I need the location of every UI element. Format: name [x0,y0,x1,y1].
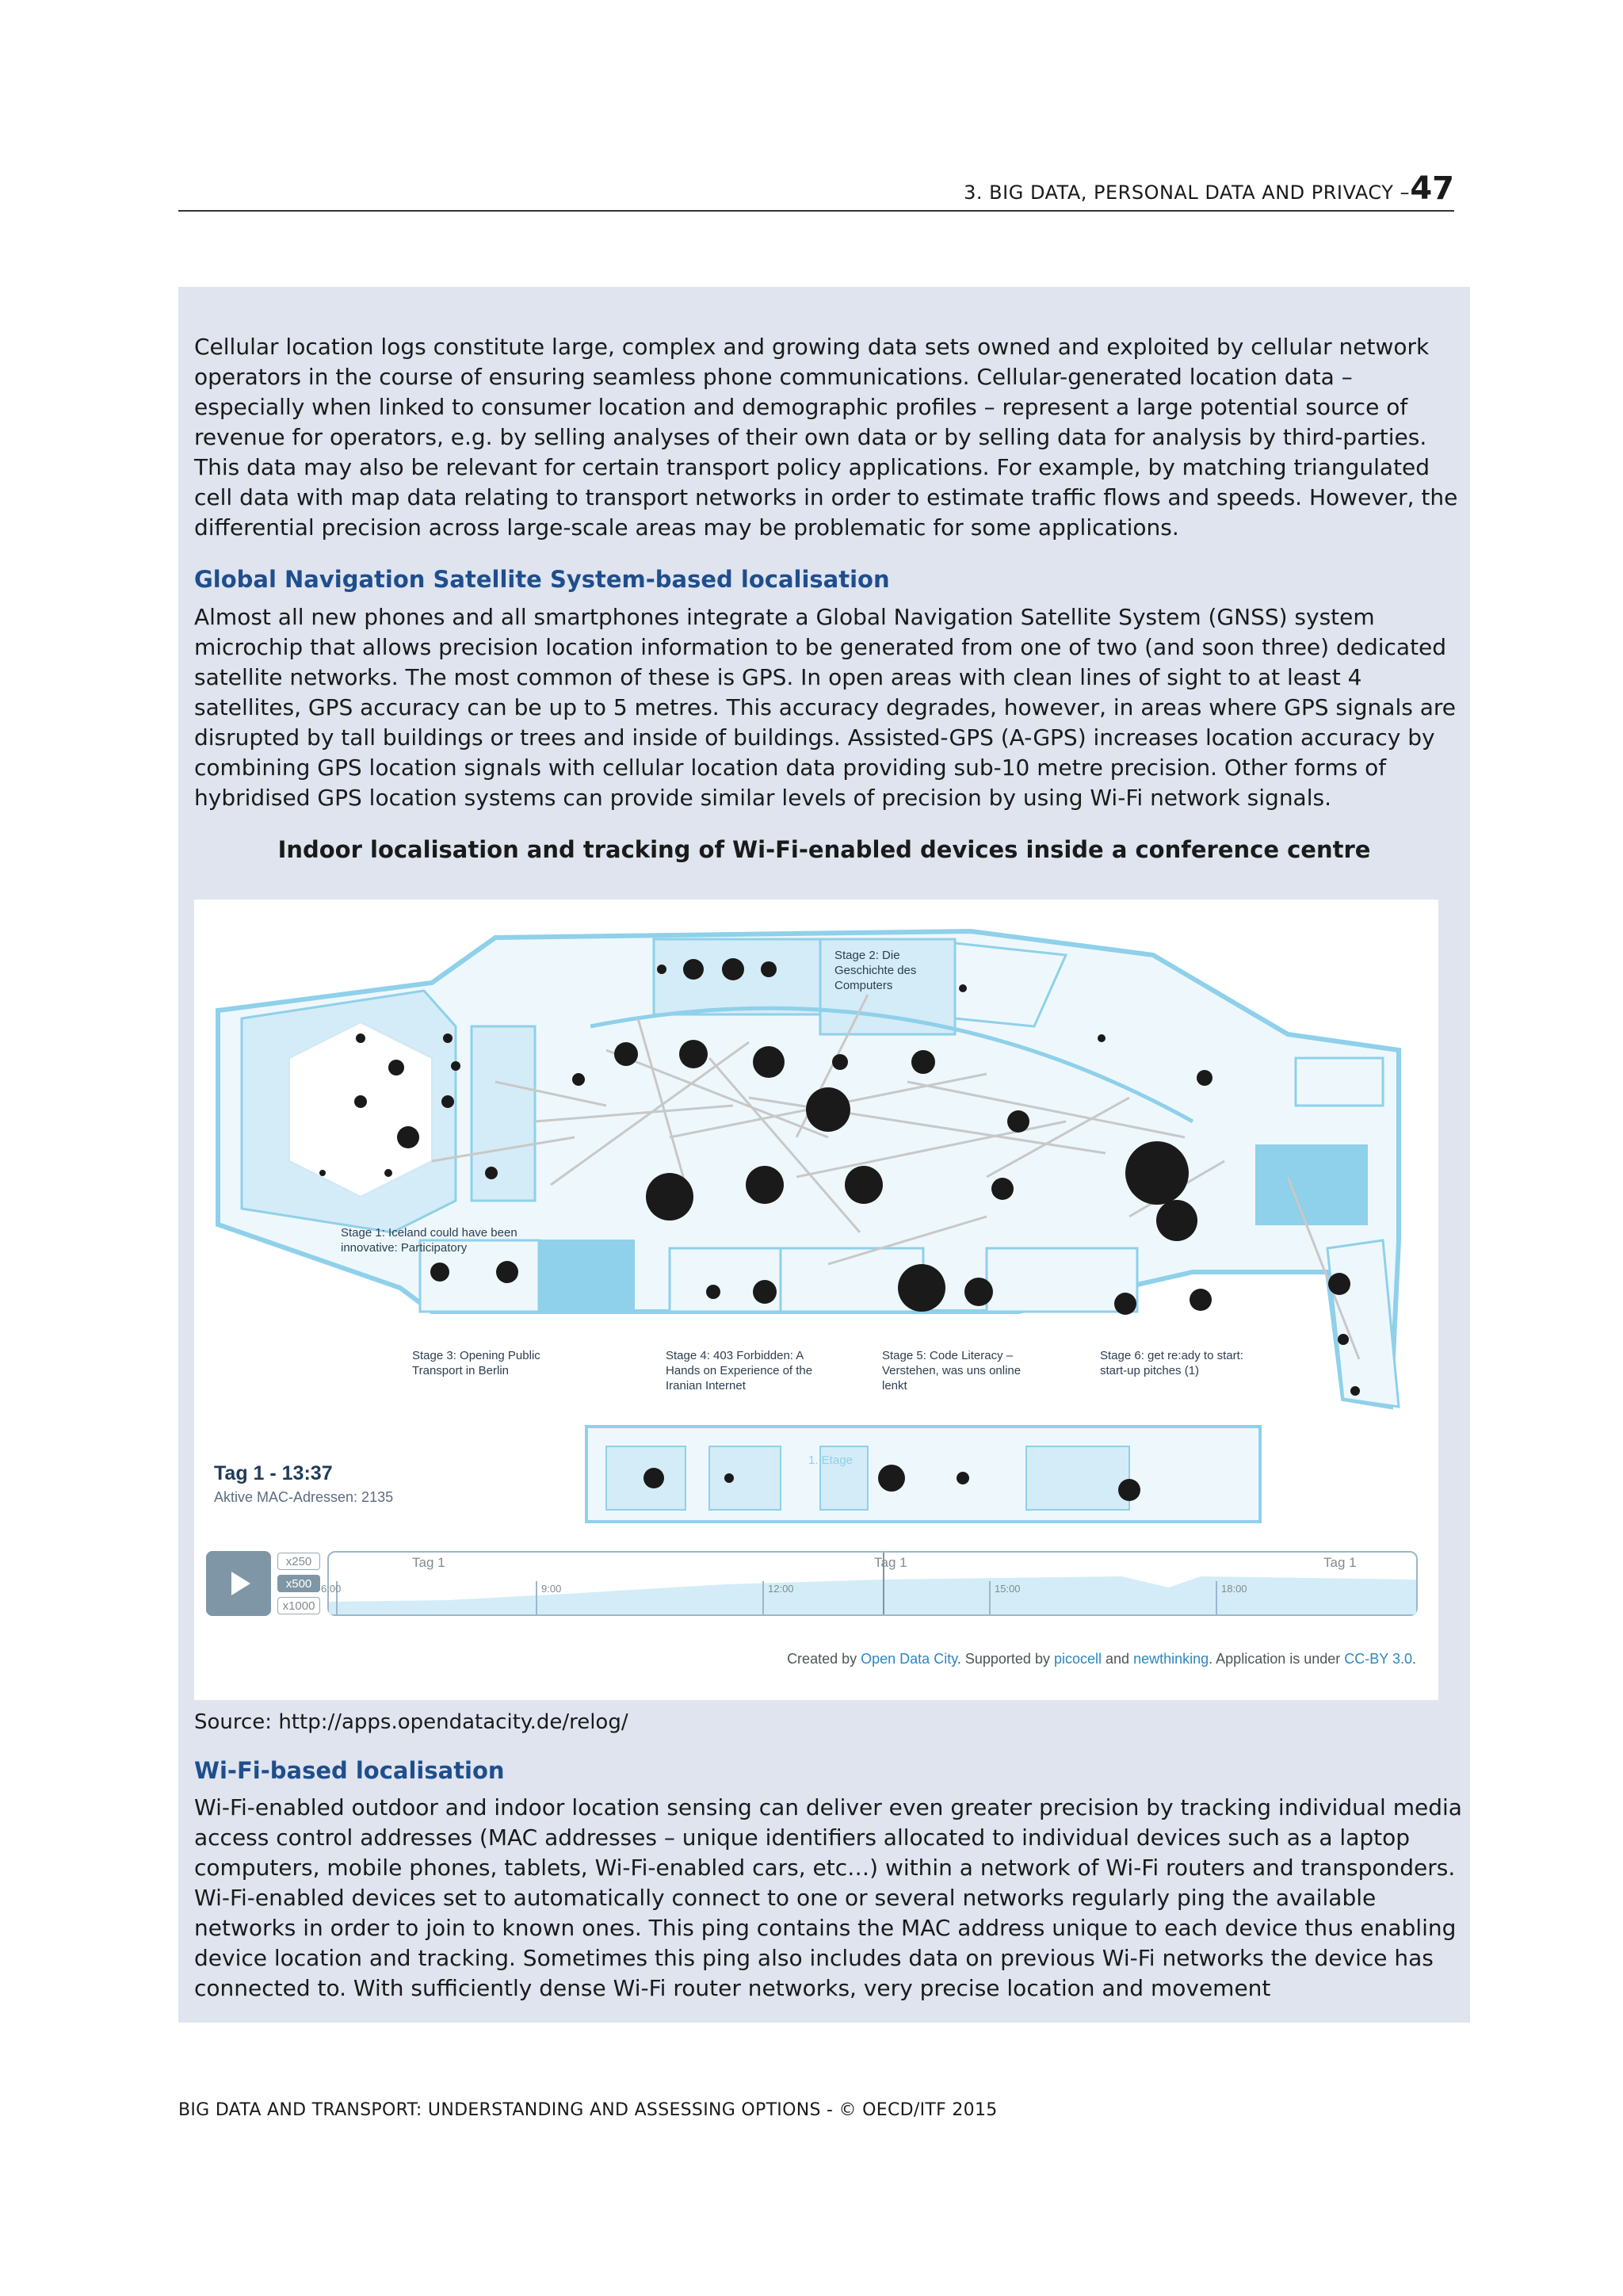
gnss-heading: Global Navigation Satellite System-based localisation [194,566,890,593]
timeline-hour-label-3: 12:00 [768,1583,794,1595]
intro-paragraph: Cellular location logs constitute large, complex and growing data sets owned and exploited by cellular network operators in the course of ensuring seamless phone communications. Cellular-generated location data – especially when linked to consumer location and demographic profiles – represent a large potential source of revenue for operators, e.g. by selling analyses of their own data or by selling data for analysis by third-parties. This data may also be relevant for certain transport policy applications. For example, by matching triangulated cell data with map data relating to transport networks in order to estimate traffic flows and speeds. However, the differential precision across large-scale areas may be problematic for some applications. [194,334,1458,541]
play-icon [231,1572,250,1595]
timeline-hour-label-2: 9:00 [541,1583,562,1595]
timeline-hour-label-4: 15:00 [995,1583,1021,1595]
stage5-label-line1: Stage 5: Code Literacy – [882,1349,1014,1362]
stage3-label-line1: Stage 3: Opening Public [412,1349,540,1362]
stage6-label-line2: start-up pitches (1) [1100,1364,1200,1377]
stage2-label-line1: Stage 2: Die [834,949,900,962]
play-button[interactable] [206,1551,271,1616]
running-head-title: 3. BIG DATA, PERSONAL DATA AND PRIVACY – [964,181,1410,204]
license-link[interactable]: CC-BY 3.0 [1344,1651,1412,1667]
credit-end: . [1411,1651,1416,1667]
stage4-label-line1: Stage 4: 403 Forbidden: A [666,1349,804,1362]
stage5-label-line3: lenkt [882,1379,907,1392]
timeline-hour-label-1: 6:00 [321,1583,342,1595]
credit-license-text: . Application is under [1209,1651,1341,1667]
figure-source: Source: http://apps.opendatacity.de/relog/ [194,1710,628,1734]
open-data-city-link[interactable]: Open Data City [861,1651,957,1667]
stage2-label-line2: Geschichte des [834,964,917,977]
floor-label: 1. Etage [808,1454,853,1467]
stage4-label-line2: Hands on Experience of the [666,1364,813,1377]
page-footer: BIG DATA AND TRANSPORT: UNDERSTANDING AND ASSESSING OPTIONS - © OECD/ITF 2015 [178,2100,998,2120]
credit-created-by: Created by [787,1651,857,1667]
main-hall [472,1026,535,1201]
activity-area [329,1576,1416,1614]
wifi-paragraph: Wi-Fi-enabled outdoor and indoor location sensing can deliver even greater precision by tracking individual media access control addresses (MAC addresses – unique identifiers allocated to individual devices such as a laptop computers, mobile phones, tablets, Wi-Fi-enabled cars, etc…) within a network of Wi-Fi routers and transponders. Wi-Fi-enabled devices set to automatically connect to one or several networks regularly ping the available networks in order to join to known ones. This ping contains the MAC address unique to each device thus enabling device location and tracking. Sometimes this ping also includes data on previous Wi-Fi networks the device has connected to. With sufficiently dense Wi-Fi router networks, very precise location and movement [194,1794,1462,2001]
timeline-graphic [321,1553,1416,1614]
timeline-hour-label-5: 18:00 [1221,1583,1247,1595]
stage5-label-line2: Verstehen, was uns online [882,1364,1022,1377]
room-right-1 [1256,1145,1367,1224]
timeline-slider[interactable] [321,1551,1418,1616]
info-box [178,287,1470,2023]
credit-supported-by: . Supported by [957,1651,1050,1667]
stage1-label-line1: Stage 1: Iceland could have been [341,1226,517,1240]
timeline-day-label-2: Tag 1 [874,1555,907,1570]
stage2-label-line3: Computers [834,979,893,992]
newthinking-link[interactable]: newthinking [1133,1651,1209,1667]
speed-x1000-button[interactable]: x1000 [277,1597,320,1614]
active-mac-count: Aktive MAC-Adressen: 2135 [214,1489,394,1505]
floor-1-room-b [709,1446,781,1510]
floor-1-room-d [1026,1446,1129,1510]
stage4-label-line3: Iranian Internet [666,1379,746,1392]
stage1-label-line2: innovative: Participatory [341,1241,468,1255]
timeline-day-label-3: Tag 1 [1323,1555,1357,1570]
stage6-label-line1: Stage 6: get re:ady to start: [1100,1349,1243,1362]
floor-1-outline [586,1427,1260,1522]
speed-x500-button[interactable]: x500 [277,1575,320,1592]
credit-line [787,1651,1416,1668]
page-number: 47 [1410,170,1454,207]
wifi-heading: Wi-Fi-based localisation [194,1757,505,1784]
credit-and: and [1106,1651,1130,1667]
floor-plan-figure [194,900,1438,1700]
time-display: Tag 1 - 13:37 [214,1462,333,1484]
stage1-hex [289,1022,432,1197]
timeline-day-label-1: Tag 1 [412,1555,445,1570]
gnss-paragraph: Almost all new phones and all smartphones integrate a Global Navigation Satellite System (GNSS) system microchip that allows precision location information to be generated from one of two (and soon three) dedicated satellite networks. The most common of these is GPS. In open areas with clean lines of sight to at least 4 satellites, GPS accuracy can be up to 5 metres. This accuracy degrades, however, in areas where GPS signals are disrupted by tall buildings or trees and inside of buildings. Assisted-GPS (A-GPS) increases location accuracy by combining GPS location signals with cellular location data providing sub-10 metre precision. Other forms of hybridised GPS location systems can provide similar levels of precision by using Wi-Fi network signals. [194,604,1456,811]
stage3-label-line2: Transport in Berlin [412,1364,509,1377]
picocell-link[interactable]: picocell [1053,1651,1102,1667]
speed-x250-button[interactable]: x250 [277,1553,320,1570]
room-right-2 [1296,1058,1383,1106]
running-header [178,170,1454,212]
room-lower-2 [539,1240,634,1312]
figure-title: Indoor localisation and tracking of Wi-Fi-enabled devices inside a conference centre [277,836,1371,863]
